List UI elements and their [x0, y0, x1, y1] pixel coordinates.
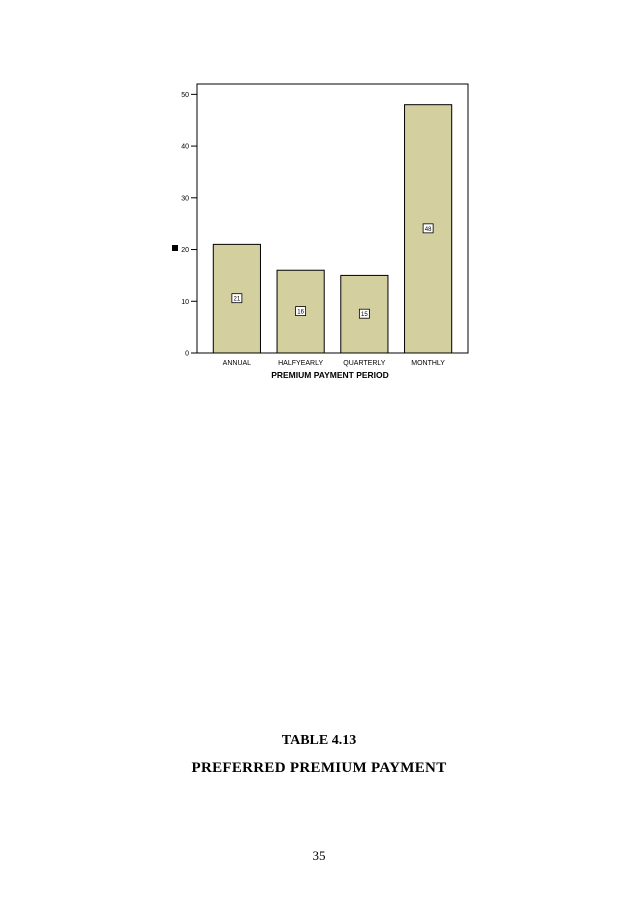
- y-tick-label: 20: [181, 247, 189, 255]
- y-tick-label: 40: [181, 143, 189, 151]
- y-tick-label: 10: [181, 298, 189, 306]
- caption-title: PREFERRED PREMIUM PAYMENT: [191, 760, 447, 776]
- x-tick-label: ANNUAL: [222, 360, 252, 367]
- bar-chart: [0, 0, 638, 420]
- data-label: 16: [297, 309, 304, 316]
- x-tick-label: MONTHLY: [411, 360, 445, 367]
- caption-number: TABLE 4.13: [281, 733, 357, 748]
- data-label: 15: [361, 312, 368, 319]
- bars-group: [213, 105, 451, 353]
- page-number: 35: [312, 848, 326, 863]
- data-label: 21: [233, 296, 241, 303]
- x-tick-label: QUARTERLY: [343, 360, 386, 367]
- y-tick-label: 30: [181, 195, 189, 203]
- data-label: 48: [424, 226, 432, 233]
- y-axis: [181, 92, 197, 358]
- y-tick-label: 50: [181, 91, 189, 99]
- x-tick-label: HALFYEARLY: [278, 360, 324, 367]
- y-tick-label: 0: [185, 350, 189, 358]
- y-axis-label-marker: [172, 245, 178, 251]
- x-axis: [223, 360, 446, 367]
- x-axis-title: PREMIUM PAYMENT PERIOD: [271, 370, 389, 380]
